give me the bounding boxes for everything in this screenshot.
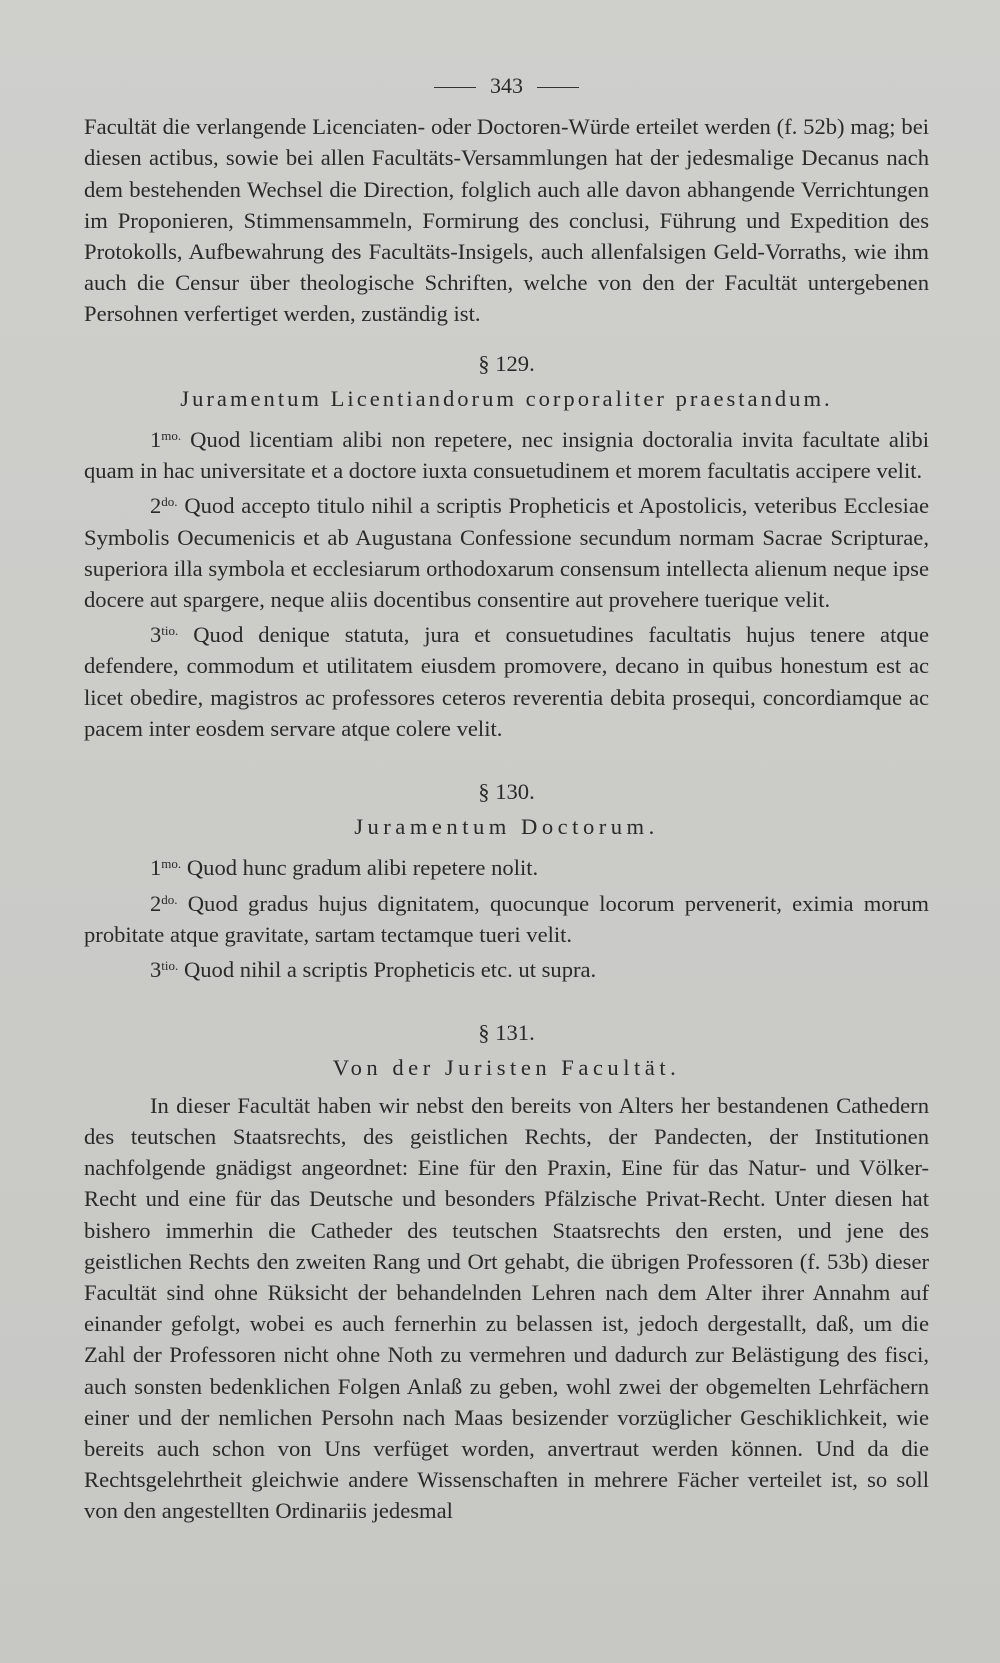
page-number-text: 343 (490, 73, 523, 98)
section-131-number: § 131. (478, 1020, 535, 1046)
item-text: Quod gradus hujus dignitatem, quocunque locorum pervenerit, eximia morum probitate atque gravitate, sartam tectamque tueri velit. (84, 890, 929, 947)
item-number: $1^{mo.}$ (150, 855, 182, 881)
oath-item (84, 848, 929, 883)
oath-item (84, 884, 929, 950)
oath-item (84, 615, 929, 744)
section-130-number: § 130. (478, 779, 535, 805)
section-129-number: § 129. (478, 350, 535, 376)
oath-item (84, 950, 929, 985)
item-text: Quod nihil a scriptis Propheticis etc. ut supra. (183, 957, 597, 983)
page-text (84, 70, 929, 1527)
oath-item (84, 486, 929, 615)
section-131-paragraph: In dieser Facultät haben wir nebst den bereits von Alters her bestandenen Cathedern des teutschen Staatsrechts, des geistlichen Rechts, der Pandecten, der Institutionen nachfolgende gnädigst angeordnet: Eine für den Praxin, Eine für das Natur- und Völker-Recht und eine für das Deutsche und besonders Pfälzische Privat-Recht. Unter diesen hat bishero immerhin die Catheder des teutschen Staatsrechts den ersten, und jene des geistlichen Rechts den zweiten Rang und Ort gehabt, die übrigen Professoren (f. 53b) dieser Facultät sind ohne Rüksicht der behandelnden Lehren nach dem Alter ihrer Annahm auf einander gefolgt, wobei es auch fernerhin zu belassen ist, jedoch dergestallt, daß, um die Zahl der Professoren nicht ohne Noth zu vermehren und dadurch zur Belästigung des fisci, auch sonsten bedenklichen Folgen Anlaß zu geben, wohl zwei der obgemelten Lehrfächern einer und der nemlichen Persohn nach Maas besizender vorzüglicher Geschiklichkeit, wie bereits auch schon von Uns verfüget worden, anvertraut werden können. Und da die Rechtsgelehrtheit gleichwie andere Wissenschaften in mehrere Fächer verteilet ist, so soll von den angestellten Ordinariis jedesmal (84, 1092, 929, 1524)
section-130-title: Juramentum Doctorum. (354, 814, 659, 840)
item-number: $3^{tio.}$ (150, 957, 179, 983)
intro-paragraph: Facultät die verlangende Licenciaten- oder Doctoren-Würde erteilet werden (f. 52b) mag; bei diesen actibus, sowie bei allen Facultäts-Versammlungen hat der jedesmalige Decanus nach dem bestehenden Wechsel die Direction, folglich auch alle davon abhangende Verrichtungen im Proponieren, Stimmensammeln, Formirung des conclusi, Führung und Expedition des Protokolls, Aufbewahrung des Facultäts-Insigels, auch allenfalsigen Geld-Vorraths, wie ihm auch die Censur über theologische Schriften, welche von den der Facultät untergebenen Persohnen verfertiget werden, zuständig ist. (84, 114, 929, 327)
item-text: Quod denique statuta, jura et consuetudines facultatis hujus tenere atque defendere, commodum et utilitatem eiusdem promovere, decano in quibus honestum est ac licet obedire, magistros ac professores ceteros reverentia debita prosequi, concordiamque ac pacem inter eosdem servare atque colere velit. (84, 622, 929, 741)
item-number: $2^{do.}$ (150, 493, 178, 519)
section-129-title: Juramentum Licentiandorum corporaliter praestandum. (180, 385, 833, 411)
page-number-dash-right (537, 87, 579, 88)
section-131-title: Von der Juristen Facultät. (332, 1055, 681, 1081)
item-text: Quod licentiam alibi non repetere, nec insignia doctoralia invita facultate alibi quam in hac universitate et a doctore iuxta consuetudinem et morem facultatis accipere velit. (84, 427, 929, 484)
item-number: $1^{mo.}$ (150, 427, 182, 453)
item-text: Quod hunc gradum alibi repetere nolit. (186, 855, 539, 881)
page-number-dash-left (434, 87, 476, 88)
item-number: $2^{do.}$ (150, 890, 178, 916)
item-text: Quod accepto titulo nihil a scriptis Propheticis et Apostolicis, veteribus Ecclesiae Symbolis Oecumenicis et ab Augustana Confessione secundum normam Sacrae Scripturae, superiora illa symbola et ecclesiarum orthodoxarum consensum intellecta alienum neque ipse docere aut spargere, neque aliis docentibus consentire aut provehere tuerique velit. (84, 493, 929, 613)
item-number: $3^{tio.}$ (150, 622, 179, 648)
oath-item (84, 420, 929, 486)
page-number (84, 70, 929, 101)
